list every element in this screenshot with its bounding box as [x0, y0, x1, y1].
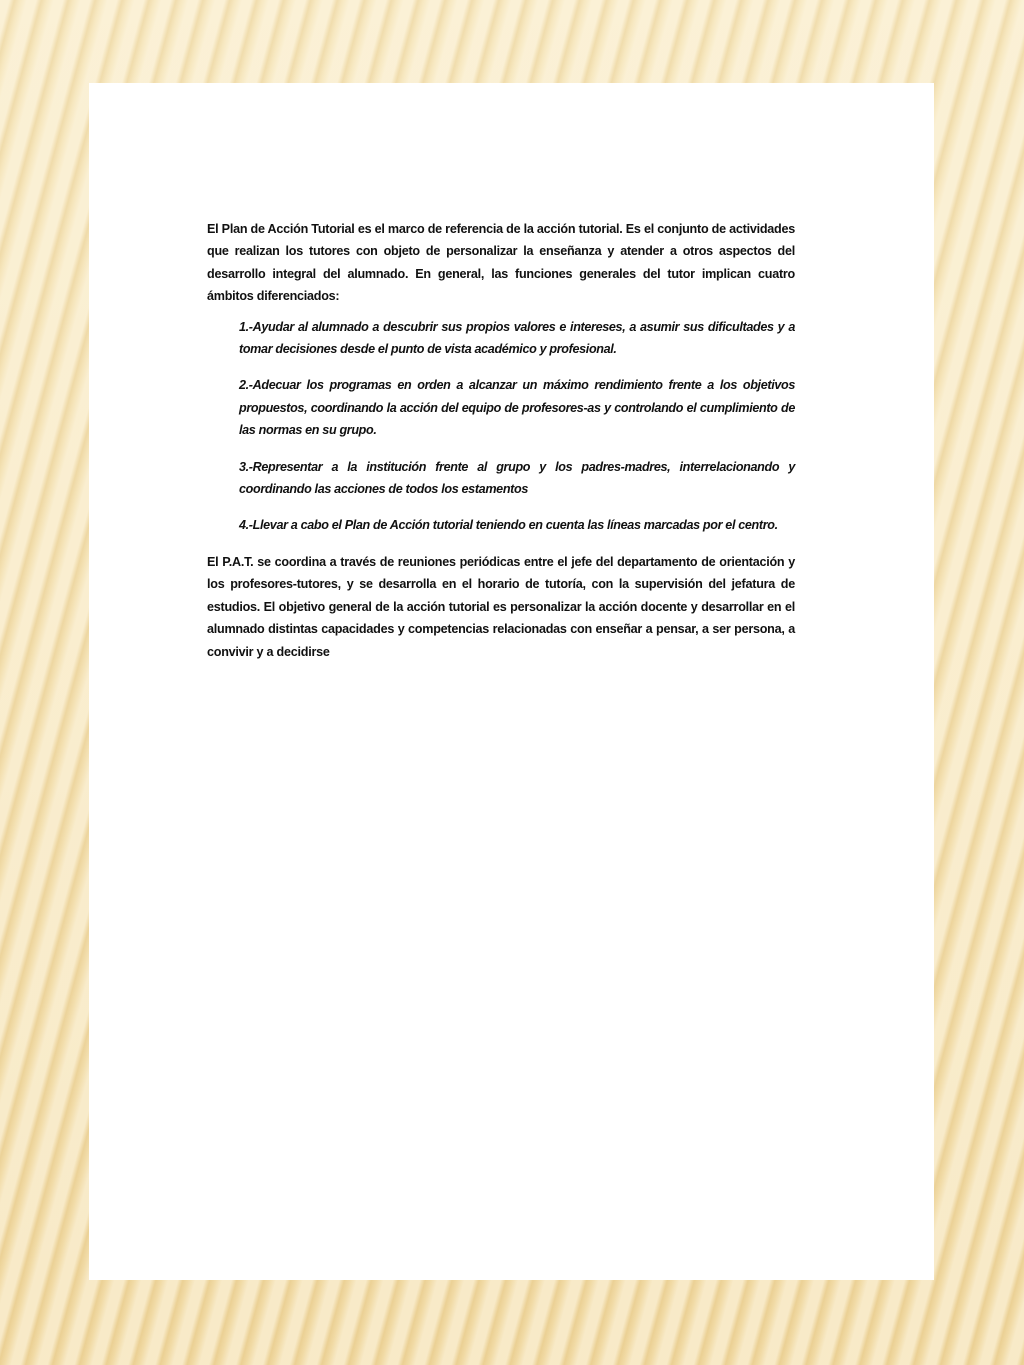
- functions-list: [207, 316, 795, 537]
- document-page: [89, 83, 934, 1280]
- list-item: 1.-Ayudar al alumnado a descubrir sus propios valores e intereses, a asumir sus dificultades y a tomar decisiones desde el punto de vista académico y profesional.: [239, 319, 795, 357]
- list-item: 3.-Representar a la institución frente al grupo y los padres-madres, interrelacionando y coordinando las acciones de todos los estamentos: [239, 459, 795, 497]
- list-item: 2.-Adecuar los programas en orden a alcanzar un máximo rendimiento frente a los objetivos propuestos, coordinando la acción del equipo de profesores-as y controlando el cumplimiento de las normas en su grupo.: [239, 378, 795, 438]
- document-body: [207, 218, 795, 663]
- intro-paragraph: El Plan de Acción Tutorial es el marco de referencia de la acción tutorial. Es el conjunto de actividades que realizan los tutores con objeto de personalizar la enseñanza y atender a otros aspectos del desarrollo integral del alumnado. En general, las funciones generales del tutor implican cuatro ámbitos diferenciados:: [207, 222, 795, 304]
- closing-paragraph: El P.A.T. se coordina a través de reuniones periódicas entre el jefe del departamento de orientación y los profesores-tutores, y se desarrolla en el horario de tutoría, con la supervisión del jefatura de estudios. El objetivo general de la acción tutorial es personalizar la acción docente y desarrollar en el alumnado distintas capacidades y competencias relacionadas con enseñar a pensar, a ser persona, a convivir y a decidirse: [207, 554, 795, 659]
- list-item: 4.-Llevar a cabo el Plan de Acción tutorial teniendo en cuenta las líneas marcadas por el centro.: [239, 518, 778, 533]
